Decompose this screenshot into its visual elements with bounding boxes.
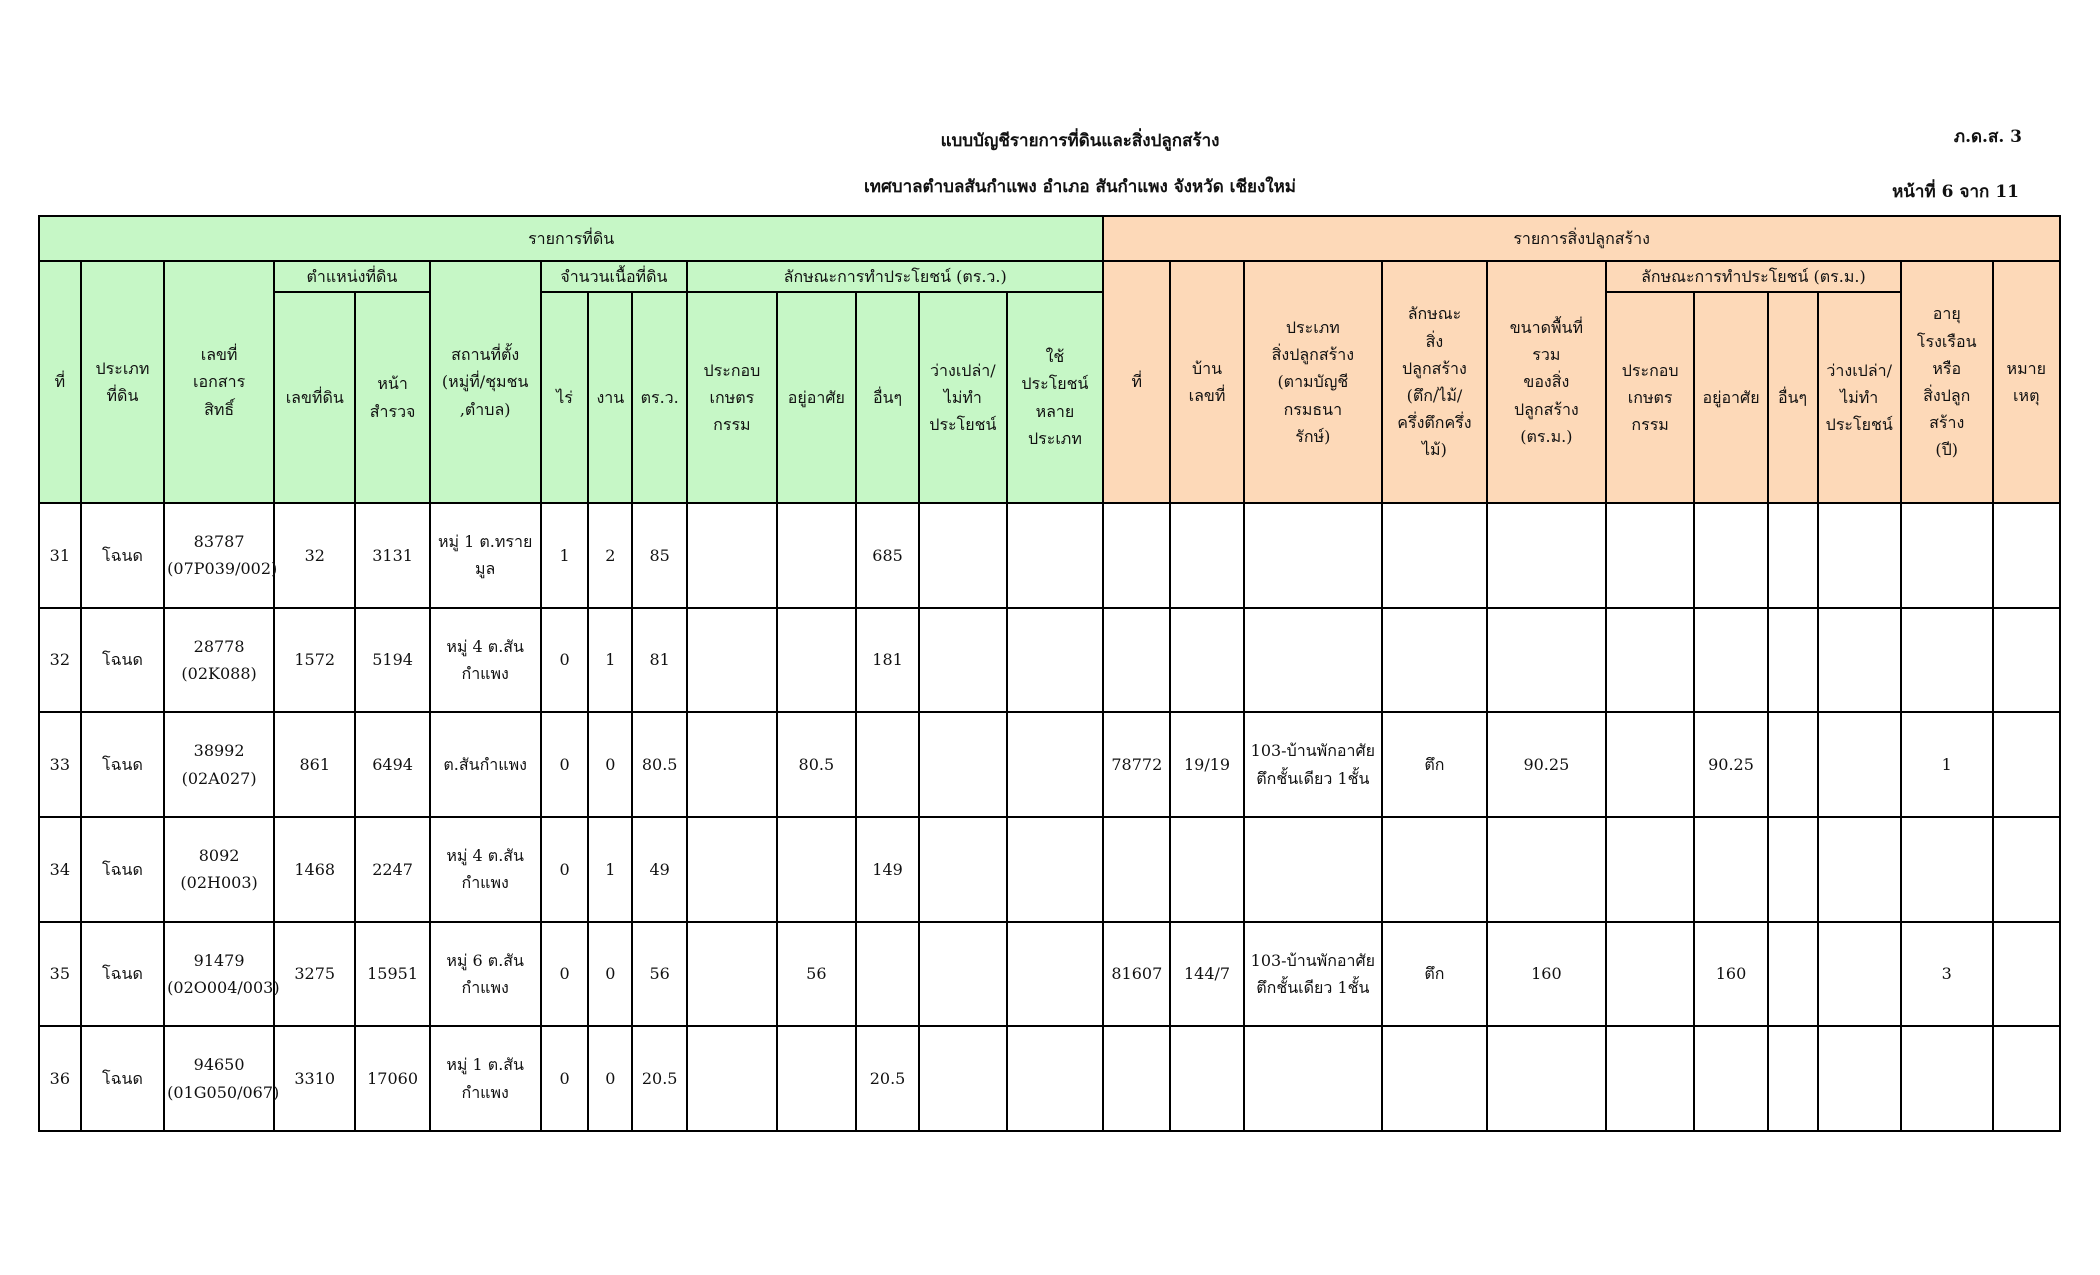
col-building-age: อายุ โรงเรือน หรือ สิ่งปลูก สร้าง (ปี) [1901, 261, 1993, 503]
cell-land-other [856, 712, 919, 817]
cell-rai: 0 [541, 608, 589, 713]
document-subtitle: เทศบาลตำบลสันกำแพง อำเภอ สันกำแพง จังหวัด เชียงใหม่ [864, 177, 1296, 197]
cell-sq-wa: 20.5 [632, 1026, 687, 1131]
cell-building-agri [1606, 503, 1695, 608]
cell-row-no: 36 [39, 1026, 81, 1131]
cell-land-vacant [919, 817, 1007, 922]
cell-land-type: โฉนด [81, 922, 164, 1027]
cell-parcel-no: 861 [274, 712, 355, 817]
cell-building-area [1487, 817, 1606, 922]
cell-sq-wa: 81 [632, 608, 687, 713]
cell-building-residential [1694, 817, 1767, 922]
cell-building-nature: ตึก [1382, 922, 1487, 1027]
cell-doc: 94650 (01G050/067) [164, 1026, 274, 1131]
col-building-type: ประเภท สิ่งปลูกสร้าง (ตามบัญชี กรมธนา รักษ์) [1244, 261, 1382, 503]
cell-remarks [1993, 817, 2060, 922]
cell-land-type: โฉนด [81, 1026, 164, 1131]
cell-location: หมู่ 4 ต.สัน กำแพง [430, 817, 541, 922]
cell-remarks [1993, 1026, 2060, 1131]
land-building-register-table [38, 215, 2061, 1132]
cell-building-other [1768, 817, 1818, 922]
cell-building-residential: 160 [1694, 922, 1767, 1027]
col-ngan: งาน [588, 292, 632, 503]
cell-rai: 1 [541, 503, 589, 608]
cell-location: ต.สันกำแพง [430, 712, 541, 817]
cell-survey-page: 5194 [355, 608, 429, 713]
cell-land-residential: 56 [777, 922, 856, 1027]
cell-building-area [1487, 503, 1606, 608]
cell-house-no [1170, 817, 1243, 922]
cell-ngan: 0 [588, 1026, 632, 1131]
cell-row-no: 35 [39, 922, 81, 1027]
cell-doc: 8092 (02H003) [164, 817, 274, 922]
col-building-agri: ประกอบ เกษตร กรรม [1606, 292, 1695, 503]
cell-location: หมู่ 1 ต.สัน กำแพง [430, 1026, 541, 1131]
cell-ngan: 2 [588, 503, 632, 608]
cell-building-nature [1382, 1026, 1487, 1131]
cell-land-vacant [919, 608, 1007, 713]
form-code: ภ.ด.ส. 3 [1953, 127, 2022, 147]
col-rai: ไร่ [541, 292, 589, 503]
cell-row-no: 33 [39, 712, 81, 817]
cell-building-type [1244, 817, 1382, 922]
col-building-area: ขนาดพื้นที่ รวม ของสิ่ง ปลูกสร้าง (ตร.ม.) [1487, 261, 1606, 503]
cell-land-vacant [919, 922, 1007, 1027]
register-rows [39, 503, 2060, 1131]
table-row [39, 503, 2060, 608]
cell-land-residential: 80.5 [777, 712, 856, 817]
cell-building-nature [1382, 608, 1487, 713]
cell-building-other [1768, 1026, 1818, 1131]
cell-row-no: 34 [39, 817, 81, 922]
cell-land-agri [687, 1026, 777, 1131]
cell-land-agri [687, 503, 777, 608]
cell-building-age: 3 [1901, 922, 1993, 1027]
cell-land-type: โฉนด [81, 608, 164, 713]
cell-building-vacant [1818, 608, 1901, 713]
cell-building-other [1768, 922, 1818, 1027]
cell-building-age [1901, 1026, 1993, 1131]
cell-land-other: 685 [856, 503, 919, 608]
cell-land-other: 149 [856, 817, 919, 922]
cell-row-no: 31 [39, 503, 81, 608]
cell-building-residential: 90.25 [1694, 712, 1767, 817]
cell-land-other: 20.5 [856, 1026, 919, 1131]
col-doc-no: เลขที่ เอกสาร สิทธิ์ [164, 261, 274, 503]
cell-house-no [1170, 1026, 1243, 1131]
cell-building-no [1103, 608, 1170, 713]
col-group-land-position: ตำแหน่งที่ดิน [274, 261, 430, 292]
cell-building-area: 90.25 [1487, 712, 1606, 817]
cell-building-residential [1694, 503, 1767, 608]
cell-building-agri [1606, 817, 1695, 922]
cell-building-vacant [1818, 922, 1901, 1027]
cell-doc: 91479 (02O004/003) [164, 922, 274, 1027]
cell-survey-page: 15951 [355, 922, 429, 1027]
cell-building-type: 103-บ้านพักอาศัย ตึกชั้นเดียว 1ชั้น [1244, 922, 1382, 1027]
cell-sq-wa: 80.5 [632, 712, 687, 817]
cell-building-vacant [1818, 817, 1901, 922]
col-building-vacant: ว่างเปล่า/ ไม่ทำ ประโยชน์ [1818, 292, 1901, 503]
cell-row-no: 32 [39, 608, 81, 713]
cell-building-agri [1606, 712, 1695, 817]
cell-sq-wa: 56 [632, 922, 687, 1027]
cell-survey-page: 2247 [355, 817, 429, 922]
cell-building-no [1103, 817, 1170, 922]
col-survey-page: หน้า สำรวจ [355, 292, 429, 503]
cell-land-residential [777, 1026, 856, 1131]
page-current: 6 [1941, 182, 1954, 202]
cell-building-area [1487, 1026, 1606, 1131]
cell-land-multi [1007, 712, 1104, 817]
cell-house-no: 19/19 [1170, 712, 1243, 817]
cell-location: หมู่ 6 ต.สัน กำแพง [430, 922, 541, 1027]
cell-land-multi [1007, 817, 1104, 922]
col-group-building-usage: ลักษณะการทำประโยชน์ (ตร.ม.) [1606, 261, 1901, 292]
col-land-no: ที่ [39, 261, 81, 503]
cell-land-agri [687, 712, 777, 817]
cell-land-vacant [919, 712, 1007, 817]
cell-land-multi [1007, 1026, 1104, 1131]
cell-parcel-no: 3310 [274, 1026, 355, 1131]
cell-building-area: 160 [1487, 922, 1606, 1027]
cell-building-no [1103, 1026, 1170, 1131]
cell-building-agri [1606, 922, 1695, 1027]
cell-rai: 0 [541, 922, 589, 1027]
cell-survey-page: 3131 [355, 503, 429, 608]
col-land-vacant: ว่างเปล่า/ ไม่ทำ ประโยชน์ [919, 292, 1007, 503]
cell-sq-wa: 49 [632, 817, 687, 922]
cell-building-vacant [1818, 503, 1901, 608]
cell-building-age [1901, 503, 1993, 608]
col-house-no: บ้าน เลขที่ [1170, 261, 1243, 503]
cell-building-agri [1606, 608, 1695, 713]
cell-survey-page: 17060 [355, 1026, 429, 1131]
cell-rai: 0 [541, 712, 589, 817]
cell-land-residential [777, 503, 856, 608]
col-land-agri: ประกอบ เกษตร กรรม [687, 292, 777, 503]
cell-building-nature: ตึก [1382, 712, 1487, 817]
cell-building-type [1244, 1026, 1382, 1131]
col-remarks: หมาย เหตุ [1993, 261, 2060, 503]
table-row [39, 922, 2060, 1027]
cell-doc: 38992 (02A027) [164, 712, 274, 817]
cell-ngan: 0 [588, 712, 632, 817]
table-row [39, 817, 2060, 922]
cell-building-age [1901, 817, 1993, 922]
cell-building-nature [1382, 503, 1487, 608]
cell-location: หมู่ 1 ต.ทราย มูล [430, 503, 541, 608]
cell-doc: 83787 (07P039/002) [164, 503, 274, 608]
cell-building-type [1244, 503, 1382, 608]
cell-house-no [1170, 608, 1243, 713]
col-location: สถานที่ตั้ง (หมู่ที่/ชุมชน ,ตำบล) [430, 261, 541, 503]
col-sq-wa: ตร.ว. [632, 292, 687, 503]
cell-parcel-no: 1468 [274, 817, 355, 922]
cell-location: หมู่ 4 ต.สัน กำแพง [430, 608, 541, 713]
table-row [39, 608, 2060, 713]
cell-land-agri [687, 922, 777, 1027]
cell-survey-page: 6494 [355, 712, 429, 817]
cell-rai: 0 [541, 1026, 589, 1131]
cell-building-residential [1694, 608, 1767, 713]
cell-ngan: 1 [588, 608, 632, 713]
col-land-type: ประเภท ที่ดิน [81, 261, 164, 503]
cell-land-multi [1007, 503, 1104, 608]
cell-doc: 28778 (02K088) [164, 608, 274, 713]
cell-sq-wa: 85 [632, 503, 687, 608]
cell-land-multi [1007, 608, 1104, 713]
cell-land-other: 181 [856, 608, 919, 713]
cell-building-age: 1 [1901, 712, 1993, 817]
page-of-label: จาก [1959, 182, 1990, 202]
cell-land-agri [687, 817, 777, 922]
document-title: แบบบัญชีรายการที่ดินและสิ่งปลูกสร้าง [940, 131, 1220, 151]
cell-remarks [1993, 503, 2060, 608]
cell-building-no: 78772 [1103, 712, 1170, 817]
col-land-residential: อยู่อาศัย [777, 292, 856, 503]
cell-building-agri [1606, 1026, 1695, 1131]
cell-building-type: 103-บ้านพักอาศัย ตึกชั้นเดียว 1ชั้น [1244, 712, 1382, 817]
cell-building-vacant [1818, 712, 1901, 817]
cell-building-vacant [1818, 1026, 1901, 1131]
cell-building-no: 81607 [1103, 922, 1170, 1027]
cell-parcel-no: 1572 [274, 608, 355, 713]
cell-house-no [1170, 503, 1243, 608]
cell-building-other [1768, 608, 1818, 713]
cell-building-type [1244, 608, 1382, 713]
cell-house-no: 144/7 [1170, 922, 1243, 1027]
col-parcel-no: เลขที่ดิน [274, 292, 355, 503]
col-group-land-area: จำนวนเนื้อที่ดิน [541, 261, 688, 292]
cell-building-other [1768, 712, 1818, 817]
col-land-other: อื่นๆ [856, 292, 919, 503]
table-row [39, 712, 2060, 817]
cell-rai: 0 [541, 817, 589, 922]
cell-ngan: 0 [588, 922, 632, 1027]
page-label: หน้าที่ [1892, 182, 1936, 202]
cell-land-other [856, 922, 919, 1027]
cell-land-residential [777, 817, 856, 922]
cell-building-nature [1382, 817, 1487, 922]
col-building-nature: ลักษณะ สิ่ง ปลูกสร้าง (ตึก/ไม้/ ครึ่งตึกครึ่ง ไม้) [1382, 261, 1487, 503]
cell-ngan: 1 [588, 817, 632, 922]
table-row [39, 1026, 2060, 1131]
col-building-other: อื่นๆ [1768, 292, 1818, 503]
cell-remarks [1993, 608, 2060, 713]
building-section-header: รายการสิ่งปลูกสร้าง [1103, 216, 2060, 261]
cell-land-vacant [919, 1026, 1007, 1131]
page-number [1889, 178, 2022, 205]
col-group-land-usage: ลักษณะการทำประโยชน์ (ตร.ว.) [687, 261, 1103, 292]
cell-parcel-no: 32 [274, 503, 355, 608]
cell-building-age [1901, 608, 1993, 713]
cell-land-type: โฉนด [81, 503, 164, 608]
land-section-header: รายการที่ดิน [39, 216, 1103, 261]
cell-parcel-no: 3275 [274, 922, 355, 1027]
cell-land-type: โฉนด [81, 712, 164, 817]
col-building-no: ที่ [1103, 261, 1170, 503]
cell-building-area [1487, 608, 1606, 713]
cell-building-other [1768, 503, 1818, 608]
col-building-residential: อยู่อาศัย [1694, 292, 1767, 503]
cell-building-residential [1694, 1026, 1767, 1131]
cell-building-no [1103, 503, 1170, 608]
page-total: 11 [1995, 182, 2019, 202]
cell-land-residential [777, 608, 856, 713]
cell-land-type: โฉนด [81, 817, 164, 922]
col-land-multi: ใช้ ประโยชน์ หลาย ประเภท [1007, 292, 1104, 503]
cell-land-vacant [919, 503, 1007, 608]
cell-remarks [1993, 922, 2060, 1027]
cell-land-agri [687, 608, 777, 713]
cell-remarks [1993, 712, 2060, 817]
cell-land-multi [1007, 922, 1104, 1027]
